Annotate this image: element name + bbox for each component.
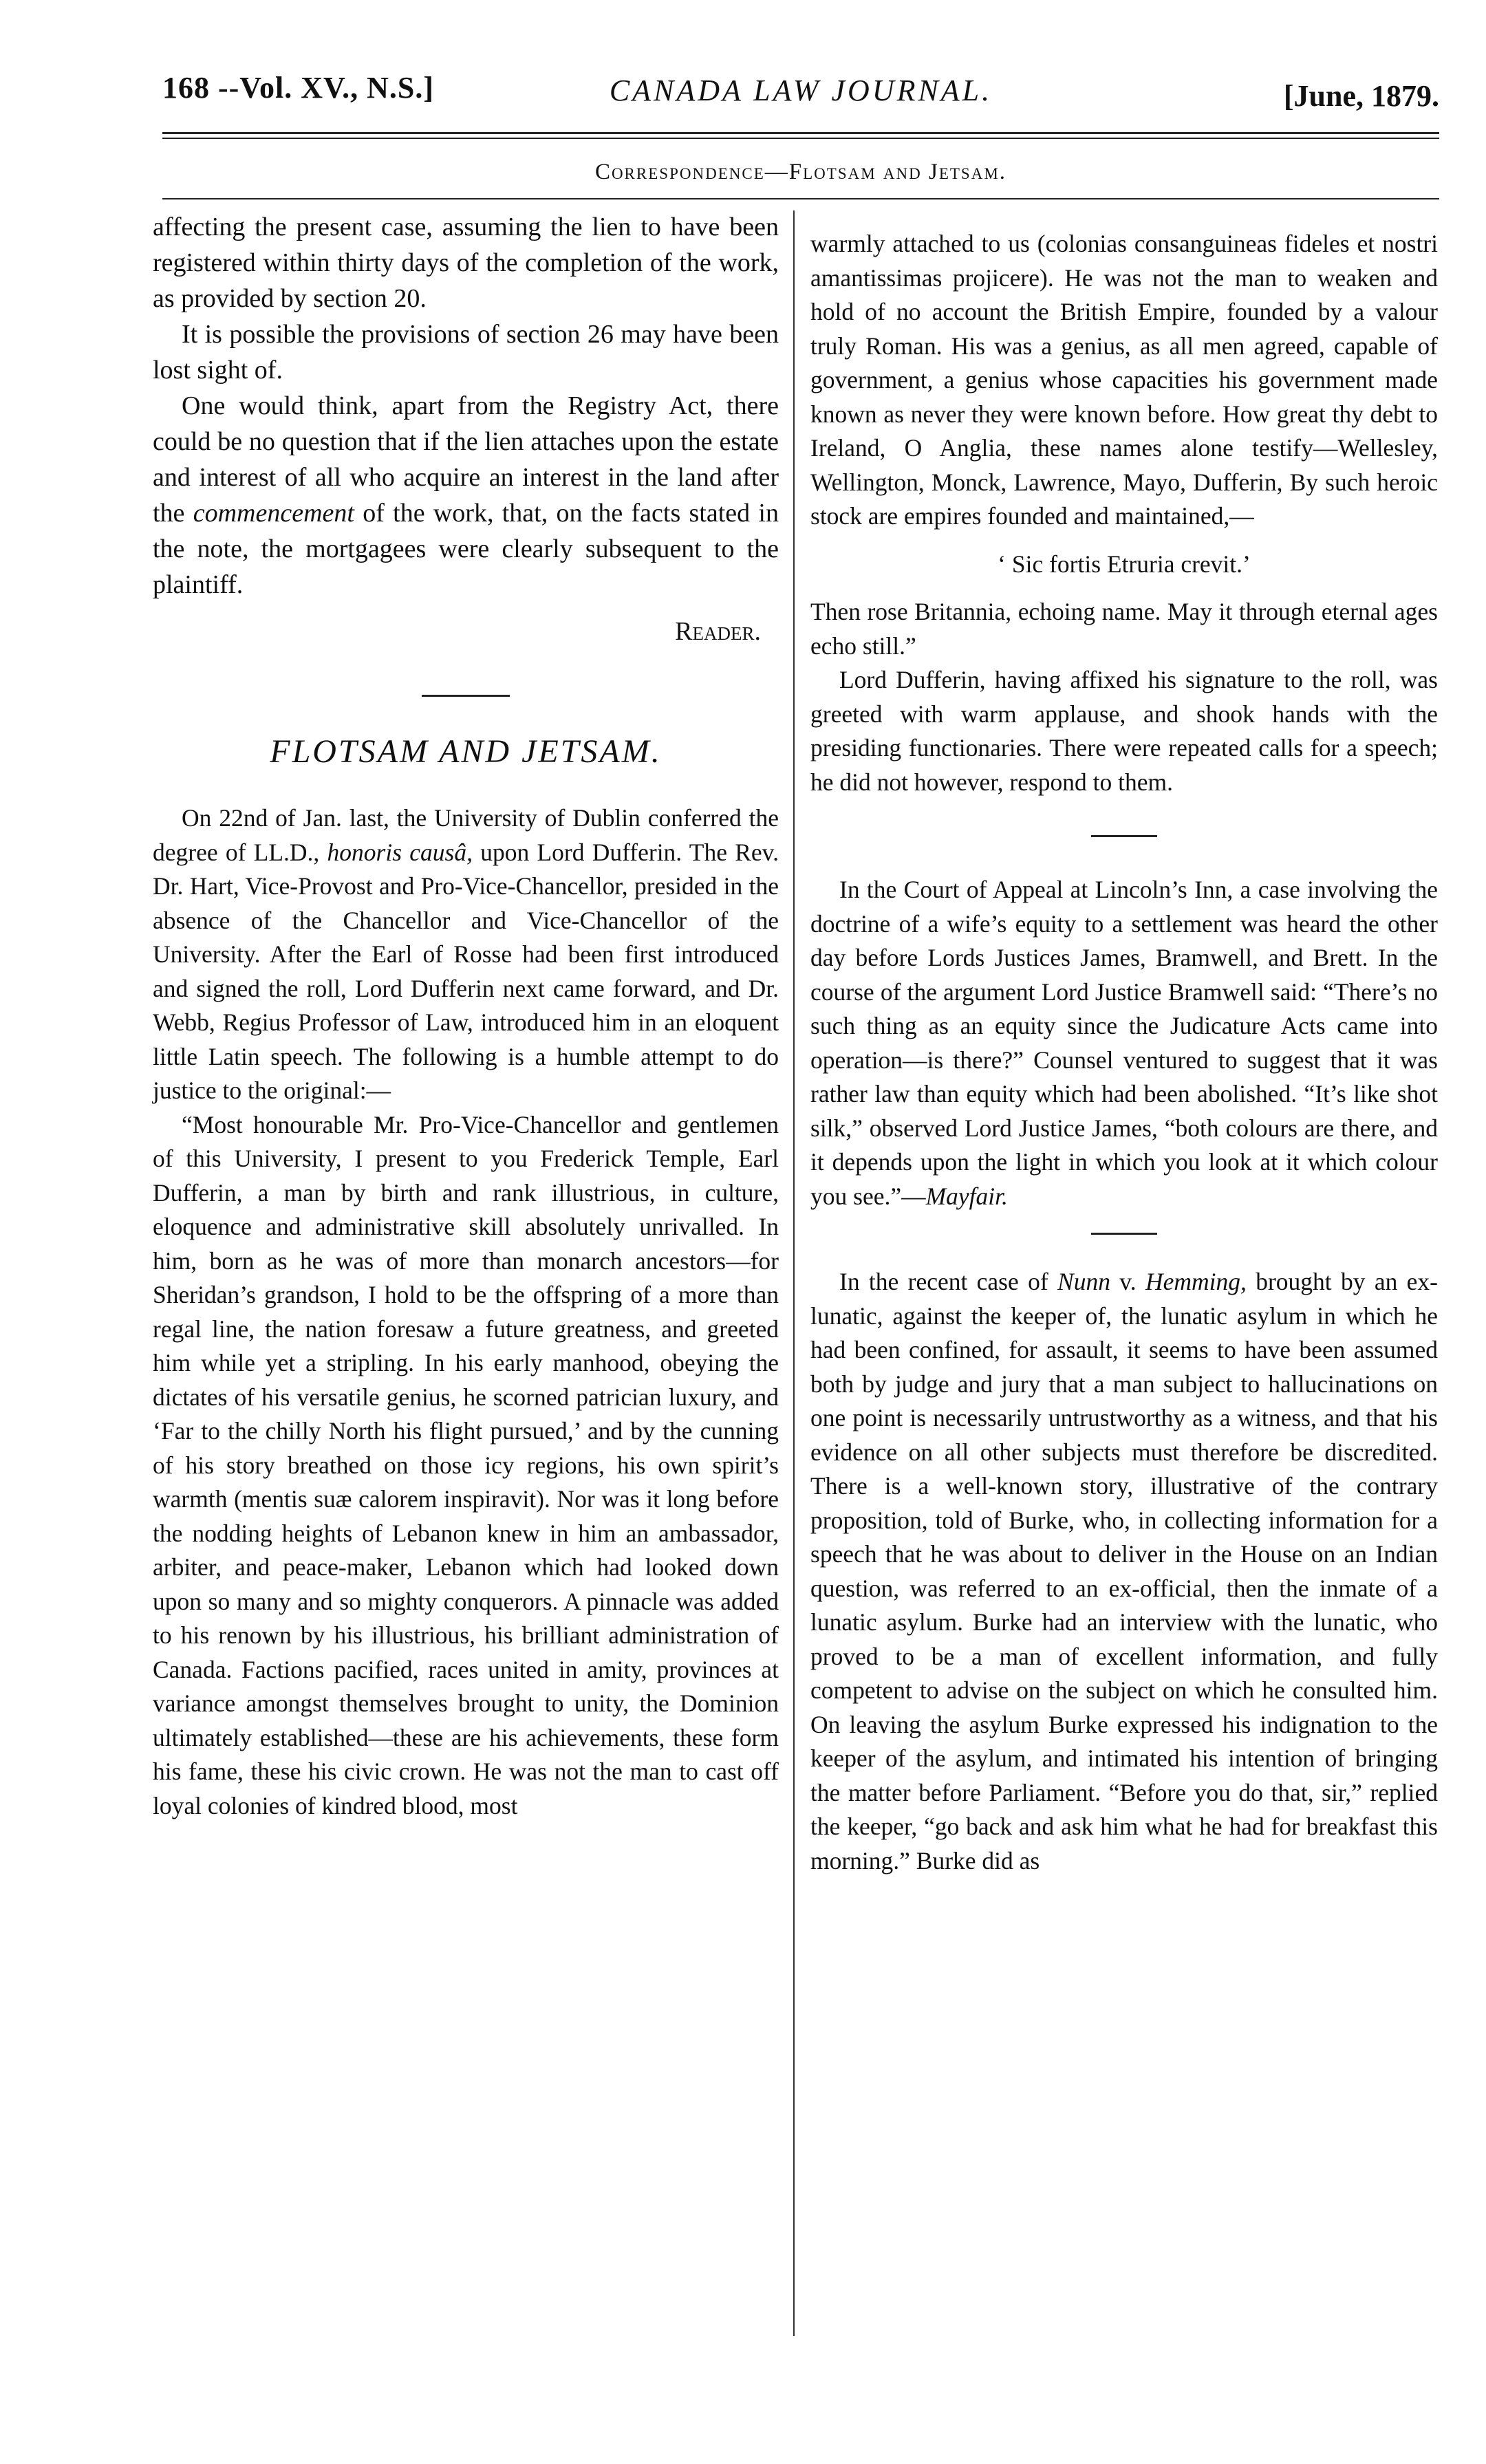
letter-signature: Reader. <box>675 617 761 646</box>
source-credit: Mayfair. <box>925 1182 1008 1210</box>
paragraph: Then rose Britannia, echoing name. May it through eternal ages echo still.” <box>810 598 1438 660</box>
header-rule-bottom <box>162 138 1439 139</box>
header-rule-top <box>162 132 1439 134</box>
right-column <box>810 227 1438 1878</box>
paragraph: warmly attached to us (colonias consanguineas fideles et nostri amantissimas projicere). He was not the man to weaken and hold of no account the British Empire, founded by a valour truly Roman. His was a genius, as all men agreed, capable of government, a genius whose capacities his government made known as never they were known before. How great thy debt to Ireland, O Anglia, these names alone testify—Wellesley, Wellington, Monck, Lawrence, Mayo, Dufferin, By such heroic stock are empires founded and maintained,— <box>810 230 1438 530</box>
paragraph: Lord Dufferin, having affixed his signature to the roll, was greeted with warm applause, and shook hands with the presiding functionaries. There were repeated calls for a speech; he did not however, respond to them. <box>810 666 1438 796</box>
page-header <box>162 70 1439 125</box>
paragraph: “Most honourable Mr. Pro-Vice-Chancellor and gentlemen of this University, I present to you Frederick Temple, Earl Dufferin, a man by birth and rank illustrious, in culture, eloquence and administrative skill absolutely unrivalled. In him, born as he was of more than monarch ancestors—for Sheridan’s grandson, I hold to be the offspring of a more than regal line, the nation foresaw a future greatness, and greeted him while yet a stripling. In his early manhood, obeying the dictates of his versatile genius, he scorned patrician luxury, and ‘Far to the chilly North his flight pursued,’ and by the cunning of his story breathed on those icy regions, his own spirit’s warmth (mentis suæ calorem inspiravit). Nor was it long before the nodding heights of Lebanon knew in him an ambassador, arbiter, and peace-maker, Lebanon which had looked down upon so many and so mighty conquerors. A pinnacle was added to his renown by his illustrious, his brilliant administration of Canada. Factions pacified, races united in amity, provinces at variance amongst themselves brought to unity, the Dominion ultimately established—these are his achievements, these form his fame, these his civic crown. He was not the man to cast off loyal colonies of kindred blood, most <box>153 1110 779 1819</box>
paragraph: In the Court of Appeal at Lincoln’s Inn, a case involving the doctrine of a wife’s equity to a settlement was heard the other day before Lords Justices James, Bramwell, and Brett. In the course of the argument Lord Justice Bramwell said: “There’s no such thing as an equity since the Judicature Acts came into operation—is there?” Counsel ventured to suggest that it was rather law than equity which had been abolished. “It’s like shot silk,” observed Lord Justice James, “both colours are there, and it depends upon the light in which you look at it which colour you see.”—Mayfair. <box>810 876 1438 1210</box>
emphasis: commencement <box>193 499 354 528</box>
issue-date: [June, 1879. <box>1283 79 1439 113</box>
left-column <box>153 209 779 1823</box>
running-head-rule <box>162 198 1439 199</box>
case-party: Hemming, <box>1145 1268 1247 1295</box>
latin-quote: ‘ Sic fortis Etruria crevit.’ <box>998 550 1251 578</box>
paragraph: It is possible the provisions of section 26 may have been lost sight of. <box>153 320 779 385</box>
emphasis: honoris causâ, <box>327 838 473 866</box>
page-number-volume: 168 --Vol. XV., N.S.] <box>162 71 435 105</box>
paragraph: One would think, apart from the Registry Act, there could be no question that if the lien attaches upon the estate and interest of all who acquire an interest in the land after the commencement of the work, that, on the facts stated in the note, the mortgagees were clearly subsequent to the plaintiff. <box>153 391 779 599</box>
paragraph: On 22nd of Jan. last, the University of Dublin conferred the degree of LL.D., honoris causâ, upon Lord Dufferin. The Rev. Dr. Hart, Vice-Provost and Pro-Vice-Chancellor, presided in the absence of the Chancellor and Vice-Chancellor of the University. After the Earl of Rosse had been first introduced and signed the roll, Lord Dufferin next came forward, and Dr. Webb, Regius Professor of Law, introduced him in an eloquent little Latin speech. The following is a humble attempt to do justice to the original:— <box>153 804 779 1104</box>
paragraph: affecting the present case, assuming the lien to have been registered within thirty days of the completion of the work, as provided by section 20. <box>153 213 779 313</box>
running-head: Correspondence—Flotsam and Jetsam. <box>594 160 1007 184</box>
case-party: Nunn <box>1057 1268 1110 1295</box>
paragraph: In the recent case of Nunn v. Hemming, brought by an ex-lunatic, against the keeper of, the lunatic asylum in which he had been confined, for assault, it seems to have been assumed both by judge and jury that a man subject to hallucinations on one point is necessarily untrustworthy as a witness, and that his evidence on all other subjects must therefore be discredited. There is a well-known story, illustrative of the contrary proposition, told of Burke, who, in collecting information for a speech that he was about to deliver in the House on an Indian question, was referred to an ex-official, then the inmate of a lunatic asylum. Burke had an interview with the lunatic, who proved to be a man of excellent information, and fully competent to advise on the subject on which he consulted him. On leaving the asylum Burke expressed his indignation to the keeper of the asylum, and intimated his intention of bringing the matter before Parliament. “Before you do that, sir,” replied the keeper, “go back and ask him what he had for breakfast this morning.” Burke did as <box>810 1268 1438 1874</box>
column-separator <box>793 210 795 2336</box>
journal-title: CANADA LAW JOURNAL. <box>609 74 993 107</box>
section-title: FLOTSAM AND JETSAM. <box>270 733 662 770</box>
